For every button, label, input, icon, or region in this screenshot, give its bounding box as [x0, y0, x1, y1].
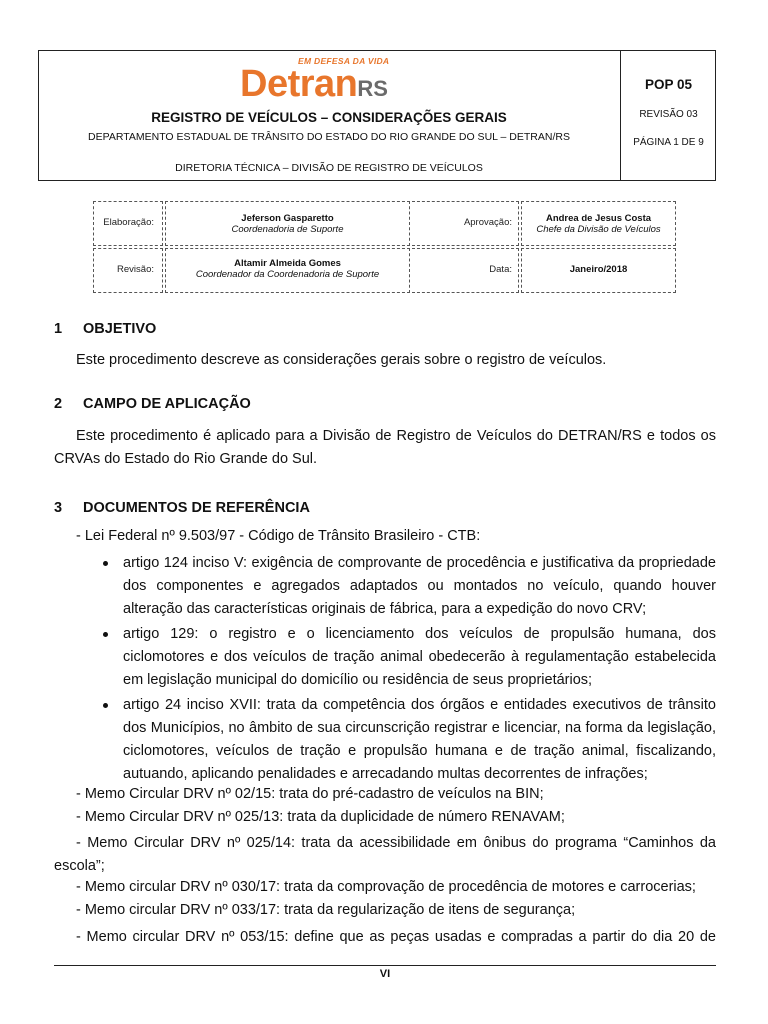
- revisao-label: Revisão:: [117, 264, 154, 275]
- logo-tagline: EM DEFESA DA VIDA: [298, 56, 390, 66]
- bullet-marker: [103, 561, 108, 566]
- cell-aprovacao-value: [521, 201, 676, 246]
- memo-line: - Memo circular DRV nº 030/17: trata da comprovação de procedência de motores e carrocerias;: [76, 879, 696, 895]
- logo-wordmark: [240, 62, 388, 111]
- logo-word-detran: Detran: [240, 63, 358, 105]
- aprovacao-role: Chefe da Divisão de Veículos: [536, 224, 661, 235]
- elaboracao-name: Jeferson Gasparetto: [241, 213, 334, 224]
- document-title: REGISTRO DE VEÍCULOS – CONSIDERAÇÕES GERAIS: [151, 110, 507, 125]
- document-code: POP 05: [644, 77, 693, 92]
- section-2-title: CAMPO DE APLICAÇÃO: [83, 396, 251, 412]
- aprovacao-label: Aprovação:: [463, 217, 512, 228]
- cell-revisao-value: [165, 248, 410, 293]
- data-label: Data:: [489, 264, 512, 275]
- cell-data-label: [412, 248, 519, 293]
- bullet-marker: [103, 632, 108, 637]
- footer-mark: VI: [379, 968, 391, 980]
- cell-elaboracao-value: [165, 201, 410, 246]
- bullet-item: artigo 129: o registro e o licenciamento dos veículos de propulsão humana, dos ciclomotores e dos veículos de tração animal obedecerão à regulamentação estabelecida em legislação municipal do domicílio ou residência de seus proprietários;: [123, 626, 716, 688]
- page-indicator: PÁGINA 1 DE 9: [633, 137, 704, 148]
- memo-line: - Memo circular DRV nº 053/15: define que as peças usadas e compradas a partir do dia 20 de: [76, 929, 716, 945]
- bullet-item: artigo 124 inciso V: exigência de comprovante de procedência e justificativa da propriedade dos componentes e agregados adaptados ou montados no veículo, quando houver alteração das características originais de fábrica, para a expedição do novo CRV;: [123, 555, 716, 617]
- memo-line: - Memo Circular DRV nº 02/15: trata do pré-cadastro de veículos na BIN;: [76, 786, 544, 802]
- cell-revisao-label: [93, 248, 163, 293]
- section-3-number: 3: [54, 500, 63, 516]
- logo-word-rs: RS: [357, 76, 388, 101]
- directorate-line: DIRETORIA TÉCNICA – DIVISÃO DE REGISTRO DE VEÍCULOS: [175, 162, 483, 174]
- detran-logo: [240, 58, 420, 106]
- department-line: DEPARTAMENTO ESTADUAL DE TRÂNSITO DO ESTADO DO RIO GRANDE DO SUL – DETRAN/RS: [88, 131, 570, 143]
- elaboracao-role: Coordenadoria de Suporte: [231, 224, 344, 235]
- bullet-marker: [103, 703, 108, 708]
- memo-line: - Memo circular DRV nº 033/17: trata da regularização de itens de segurança;: [76, 902, 576, 918]
- section-1-title: OBJETIVO: [83, 321, 157, 337]
- elaboracao-label: Elaboração:: [103, 217, 154, 228]
- section-2-text: Este procedimento é aplicado para a Divisão de Registro de Veículos do DETRAN/RS e todos os CRVAs do Estado do Rio Grande do Sul.: [54, 428, 716, 467]
- revisao-name: Altamir Almeida Gomes: [234, 258, 341, 269]
- cell-data-value: [521, 248, 676, 293]
- memo-line: - Memo Circular DRV nº 025/14: trata da acessibilidade em ônibus do programa “Caminhos da escola”;: [54, 835, 716, 874]
- section-3-title: DOCUMENTOS DE REFERÊNCIA: [83, 500, 310, 516]
- law-reference: - Lei Federal nº 9.503/97 - Código de Trânsito Brasileiro - CTB:: [76, 528, 481, 544]
- section-1-text: Este procedimento descreve as considerações gerais sobre o registro de veículos.: [76, 352, 607, 368]
- data-value: Janeiro/2018: [569, 264, 628, 275]
- footer-rule: [54, 965, 716, 966]
- memo-line: - Memo Circular DRV nº 025/13: trata da duplicidade de número RENAVAM;: [76, 809, 565, 825]
- revisao-role: Coordenador da Coordenadoria de Suporte: [195, 269, 380, 280]
- aprovacao-name: Andrea de Jesus Costa: [545, 213, 652, 224]
- cell-aprovacao-label: [412, 201, 519, 246]
- revision-number: REVISÃO 03: [639, 109, 698, 120]
- bullet-item: artigo 24 inciso XVII: trata da competência dos órgãos e entidades executivos de trânsito dos Municípios, no âmbito de sua circunscrição registrar e licenciar, na forma da legislação, ciclomotores, veículos de tração e propulsão humana e de tração animal, fiscalizando, autuando, aplicando penalidades e arrecadando multas decorrentes de infrações;: [123, 697, 716, 782]
- section-1-number: 1: [54, 321, 63, 337]
- section-2-number: 2: [54, 396, 63, 412]
- cell-elaboracao-label: [93, 201, 163, 246]
